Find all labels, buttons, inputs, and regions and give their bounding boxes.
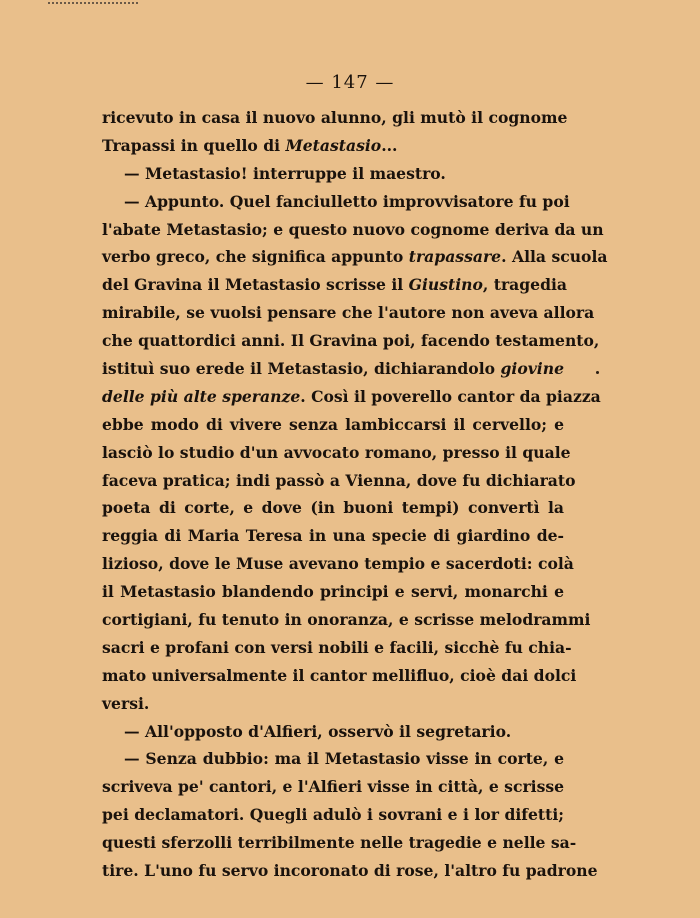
text-segment: sacri e profani con versi nobili e facili, sicchè fu chia- [102, 637, 572, 657]
text-line [102, 355, 564, 383]
text-segment: ... [381, 135, 398, 155]
text-line [102, 494, 564, 522]
text-line [102, 857, 598, 885]
text-segment: istituì suo erede il Metastasio, dichiarandolo [102, 359, 501, 379]
italic-text: Giustino [408, 275, 483, 295]
text-line [102, 439, 571, 467]
text-segment: verbo greco, che significa appunto [102, 247, 409, 267]
text-line [102, 104, 568, 132]
text-segment: l'abate Metastasio; e questo nuovo cognome deriva da un [102, 219, 604, 239]
text-segment: , tragedia [482, 275, 568, 295]
text-line [102, 299, 595, 327]
text-line [102, 411, 564, 439]
text-line [102, 132, 564, 160]
text-line [102, 216, 604, 244]
text-line [102, 829, 577, 857]
text-line [102, 690, 564, 718]
text-segment: ricevuto in casa il nuovo alunno, gli mutò il cognome [102, 108, 568, 127]
text-line [102, 467, 576, 495]
text-line [102, 550, 574, 578]
text-segment: . Alla scuola [501, 247, 608, 267]
text-segment: del Gravina il Metastasio scrisse il [102, 275, 409, 295]
italic-text: delle più alte speranze [102, 386, 301, 406]
text-segment: cortigiani, fu tenuto in onoranza, e scrisse melodrammi [102, 610, 591, 630]
text-line [102, 522, 564, 550]
text-line [102, 634, 572, 662]
italic-text: giovine [500, 359, 564, 379]
page-number: — 147 — [305, 72, 395, 93]
text-line [102, 718, 564, 746]
text-line [102, 745, 564, 773]
text-segment: mato universalmente il cantor mellifluo, cioè dai dolci [102, 665, 577, 685]
text-segment: faceva pratica; indi passò a Vienna, dove fu dichiarato [102, 470, 576, 490]
text-line [102, 662, 577, 690]
text-line [102, 801, 564, 829]
stray-ink-dot [596, 371, 599, 374]
text-segment: che quattordici anni. Il Gravina poi, facendo testamento, [102, 331, 600, 351]
text-segment: pei declamatori. Quegli adulò i sovrani e i lor difetti; [102, 805, 564, 825]
text-segment: ebbe modo di vivere senza lambiccarsi il cervello; e [102, 414, 564, 434]
text-line [102, 606, 591, 634]
text-segment: tire. L'uno fu servo incoronato di rose, l'altro fu padrone [102, 861, 598, 881]
text-segment: lizioso, dove le Muse avevano tempio e sacerdoti: colà [102, 554, 574, 574]
text-segment: il Metastasio blandendo principi e servi, monarchi e [102, 582, 564, 602]
top-edge-mark [48, 2, 138, 7]
text-segment: Trapassi in quello di [102, 135, 286, 155]
text-segment: lasciò lo studio d'un avvocato romano, presso il quale [102, 442, 571, 462]
text-segment: . Così il poverello cantor da piazza [300, 386, 601, 406]
text-line [102, 271, 568, 299]
text-segment: — Appunto. Quel fanciulletto improvvisatore fu poi [124, 191, 570, 211]
text-line [102, 383, 601, 411]
text-segment: questi sferzolli terribilmente nelle tragedie e nelle sa- [102, 833, 577, 853]
italic-text: trapassare [408, 247, 502, 267]
text-segment: — Senza dubbio: ma il Metastasio visse in corte, e [124, 749, 564, 769]
text-segment: — Metastasio! interruppe il maestro. [124, 163, 446, 183]
text-line [102, 327, 600, 355]
text-segment: versi. [102, 693, 150, 713]
italic-text: Metastasio [285, 135, 382, 155]
text-line [102, 160, 564, 188]
text-line [102, 188, 570, 216]
text-segment: mirabile, se vuolsi pensare che l'autore non aveva allora [102, 303, 595, 323]
text-segment: — All'opposto d'Alfieri, osservò il segretario. [124, 721, 512, 741]
text-segment: scriveva pe' cantori, e l'Alfieri visse in città, e scrisse [102, 777, 565, 797]
text-line [102, 773, 564, 801]
text-segment: reggia di Maria Teresa in una specie di giardino de- [102, 526, 564, 546]
text-segment: poeta di corte, e dove (in buoni tempi) convertì la [102, 498, 564, 518]
text-line [102, 243, 608, 271]
text-line [102, 578, 564, 606]
body-text [102, 104, 608, 885]
